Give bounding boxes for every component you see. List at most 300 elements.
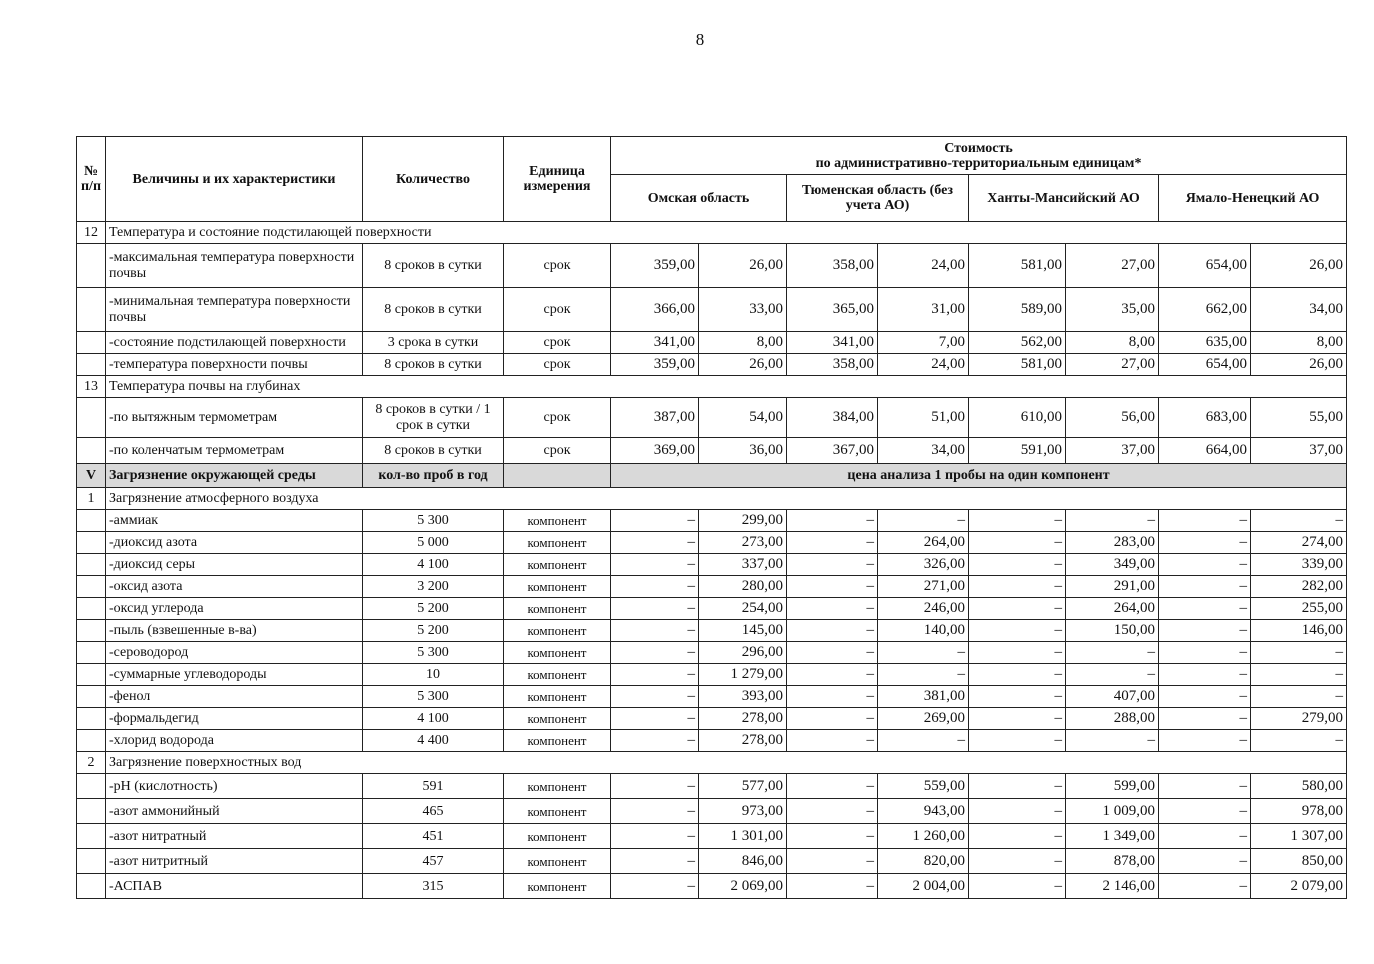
- header-cost: [611, 137, 1347, 175]
- price-cell: 24,00: [878, 354, 969, 376]
- section-unit-empty: [504, 464, 611, 488]
- table-row: [77, 398, 1347, 438]
- table-row: [77, 598, 1347, 620]
- row-number-empty: [77, 398, 106, 438]
- price-cell: 1 307,00: [1251, 824, 1347, 849]
- item-name: -хлорид водорода: [106, 730, 363, 752]
- price-cell: –: [611, 774, 699, 799]
- price-cell: 369,00: [611, 438, 699, 464]
- item-qty: 8 сроков в сутки / 1 срок в сутки: [363, 398, 504, 438]
- price-cell: 51,00: [878, 398, 969, 438]
- price-cell: –: [969, 576, 1066, 598]
- price-cell: –: [611, 532, 699, 554]
- price-cell: 384,00: [787, 398, 878, 438]
- price-cell: 367,00: [787, 438, 878, 464]
- price-cell: –: [969, 554, 1066, 576]
- row-number-empty: [77, 849, 106, 874]
- row-number-empty: [77, 708, 106, 730]
- price-cell: –: [611, 598, 699, 620]
- price-cell: –: [969, 664, 1066, 686]
- price-cell: 654,00: [1159, 354, 1251, 376]
- price-cell: 407,00: [1066, 686, 1159, 708]
- page-number: 8: [695, 30, 705, 49]
- price-cell: 7,00: [878, 332, 969, 354]
- section-row: [77, 752, 1347, 774]
- row-number-empty: [77, 576, 106, 598]
- price-cell: 254,00: [699, 598, 787, 620]
- price-cell: 37,00: [1251, 438, 1347, 464]
- price-cell: 283,00: [1066, 532, 1159, 554]
- item-name: -pH (кислотность): [106, 774, 363, 799]
- table-header: [77, 137, 1347, 222]
- row-number-empty: [77, 354, 106, 376]
- item-unit: компонент: [504, 532, 611, 554]
- section-row: [77, 222, 1347, 244]
- table-row: [77, 874, 1347, 899]
- price-cell: –: [787, 799, 878, 824]
- price-cell: –: [611, 824, 699, 849]
- price-cell: 1 260,00: [878, 824, 969, 849]
- price-cell: –: [787, 642, 878, 664]
- price-cell: –: [969, 532, 1066, 554]
- item-unit: компонент: [504, 620, 611, 642]
- item-unit: компонент: [504, 642, 611, 664]
- table-row: [77, 532, 1347, 554]
- price-cell: –: [787, 686, 878, 708]
- row-number: 12: [77, 222, 106, 244]
- price-cell: –: [1159, 554, 1251, 576]
- price-cell: 610,00: [969, 398, 1066, 438]
- table-row: [77, 774, 1347, 799]
- item-name: -максимальная температура поверхности почвы: [106, 244, 363, 288]
- price-cell: –: [1159, 774, 1251, 799]
- price-cell: 589,00: [969, 288, 1066, 332]
- table-row: [77, 620, 1347, 642]
- section-title: Температура почвы на глубинах: [106, 376, 1347, 398]
- price-cell: 341,00: [611, 332, 699, 354]
- price-cell: –: [969, 730, 1066, 752]
- price-cell: 341,00: [787, 332, 878, 354]
- price-cell: –: [1066, 664, 1159, 686]
- price-cell: –: [969, 642, 1066, 664]
- item-unit: компонент: [504, 598, 611, 620]
- price-cell: 365,00: [787, 288, 878, 332]
- price-cell: 2 079,00: [1251, 874, 1347, 899]
- price-cell: –: [1159, 598, 1251, 620]
- price-cell: –: [1251, 510, 1347, 532]
- price-cell: 33,00: [699, 288, 787, 332]
- section-title: Температура и состояние подстилающей поверхности: [106, 222, 1347, 244]
- item-qty: 8 сроков в сутки: [363, 354, 504, 376]
- item-name: -азот аммонийный: [106, 799, 363, 824]
- item-qty: 4 100: [363, 708, 504, 730]
- item-unit: компонент: [504, 686, 611, 708]
- price-cell: 2 146,00: [1066, 874, 1159, 899]
- price-cell: 140,00: [878, 620, 969, 642]
- row-number-empty: [77, 288, 106, 332]
- item-qty: 10: [363, 664, 504, 686]
- row-number-empty: [77, 642, 106, 664]
- price-cell: 55,00: [1251, 398, 1347, 438]
- row-number: 2: [77, 752, 106, 774]
- table-row: [77, 664, 1347, 686]
- price-cell: 264,00: [1066, 598, 1159, 620]
- price-cell: 34,00: [878, 438, 969, 464]
- item-qty: 3 срока в сутки: [363, 332, 504, 354]
- item-qty: 8 сроков в сутки: [363, 288, 504, 332]
- price-cell: –: [1159, 576, 1251, 598]
- price-cell: –: [1066, 642, 1159, 664]
- item-qty: 5 300: [363, 510, 504, 532]
- row-number-empty: [77, 554, 106, 576]
- item-name: -АСПАВ: [106, 874, 363, 899]
- price-cell: 580,00: [1251, 774, 1347, 799]
- price-cell: 280,00: [699, 576, 787, 598]
- price-cell: 559,00: [878, 774, 969, 799]
- table-row: [77, 642, 1347, 664]
- section-row: [77, 488, 1347, 510]
- price-cell: –: [1159, 664, 1251, 686]
- price-cell: 291,00: [1066, 576, 1159, 598]
- item-name: -диоксид азота: [106, 532, 363, 554]
- price-cell: –: [787, 510, 878, 532]
- item-unit: компонент: [504, 576, 611, 598]
- price-cell: 54,00: [699, 398, 787, 438]
- table-row: [77, 244, 1347, 288]
- price-cell: –: [787, 824, 878, 849]
- item-qty: 5 000: [363, 532, 504, 554]
- item-unit: компонент: [504, 874, 611, 899]
- price-cell: 150,00: [1066, 620, 1159, 642]
- price-cell: –: [787, 708, 878, 730]
- tariff-table: [76, 136, 1347, 899]
- price-cell: 359,00: [611, 354, 699, 376]
- price-cell: 358,00: [787, 354, 878, 376]
- row-number: 1: [77, 488, 106, 510]
- item-name: -температура поверхности почвы: [106, 354, 363, 376]
- item-name: -оксид углерода: [106, 598, 363, 620]
- item-unit: компонент: [504, 510, 611, 532]
- price-cell: –: [787, 730, 878, 752]
- price-cell: 662,00: [1159, 288, 1251, 332]
- item-unit: срок: [504, 288, 611, 332]
- item-name: -минимальная температура поверхности почвы: [106, 288, 363, 332]
- table-row: [77, 824, 1347, 849]
- row-number: V: [77, 464, 106, 488]
- item-qty: 3 200: [363, 576, 504, 598]
- price-cell: –: [1159, 849, 1251, 874]
- row-number-empty: [77, 664, 106, 686]
- row-number-empty: [77, 438, 106, 464]
- price-cell: 978,00: [1251, 799, 1347, 824]
- price-cell: 24,00: [878, 244, 969, 288]
- item-qty: 5 300: [363, 642, 504, 664]
- price-cell: –: [611, 799, 699, 824]
- item-name: -фенол: [106, 686, 363, 708]
- price-cell: –: [969, 799, 1066, 824]
- row-number-empty: [77, 332, 106, 354]
- row-number-empty: [77, 686, 106, 708]
- price-cell: –: [969, 510, 1066, 532]
- table-row: [77, 730, 1347, 752]
- price-cell: 387,00: [611, 398, 699, 438]
- price-cell: –: [1159, 532, 1251, 554]
- price-cell: 27,00: [1066, 354, 1159, 376]
- price-cell: 56,00: [1066, 398, 1159, 438]
- row-number-empty: [77, 510, 106, 532]
- row-number-empty: [77, 774, 106, 799]
- price-cell: 279,00: [1251, 708, 1347, 730]
- price-cell: 8,00: [1066, 332, 1159, 354]
- price-cell: –: [611, 686, 699, 708]
- price-cell: –: [611, 510, 699, 532]
- price-cell: 26,00: [1251, 354, 1347, 376]
- item-qty: 4 100: [363, 554, 504, 576]
- price-cell: –: [969, 598, 1066, 620]
- price-cell: 599,00: [1066, 774, 1159, 799]
- price-cell: 337,00: [699, 554, 787, 576]
- price-cell: –: [1066, 510, 1159, 532]
- price-cell: 264,00: [878, 532, 969, 554]
- price-cell: –: [611, 849, 699, 874]
- price-cell: –: [969, 774, 1066, 799]
- price-cell: 35,00: [1066, 288, 1159, 332]
- price-cell: –: [611, 874, 699, 899]
- price-cell: 359,00: [611, 244, 699, 288]
- item-qty: 8 сроков в сутки: [363, 244, 504, 288]
- price-cell: 299,00: [699, 510, 787, 532]
- price-cell: –: [1159, 730, 1251, 752]
- price-cell: 271,00: [878, 576, 969, 598]
- table-row: [77, 576, 1347, 598]
- item-unit: компонент: [504, 774, 611, 799]
- row-number-empty: [77, 799, 106, 824]
- price-cell: 269,00: [878, 708, 969, 730]
- item-unit: срок: [504, 354, 611, 376]
- price-cell: –: [787, 874, 878, 899]
- price-cell: 581,00: [969, 354, 1066, 376]
- item-name: -диоксид серы: [106, 554, 363, 576]
- item-unit: компонент: [504, 708, 611, 730]
- price-cell: 282,00: [1251, 576, 1347, 598]
- price-cell: –: [878, 510, 969, 532]
- header-cost-subtitle: по административно-территориальным единицам*: [815, 155, 1142, 171]
- table-row: [77, 799, 1347, 824]
- price-cell: –: [787, 849, 878, 874]
- price-cell: 581,00: [969, 244, 1066, 288]
- item-qty: 457: [363, 849, 504, 874]
- price-cell: 34,00: [1251, 288, 1347, 332]
- price-cell: –: [787, 620, 878, 642]
- item-name: -азот нитритный: [106, 849, 363, 874]
- item-unit: срок: [504, 438, 611, 464]
- price-cell: –: [787, 532, 878, 554]
- price-cell: 246,00: [878, 598, 969, 620]
- row-number: 13: [77, 376, 106, 398]
- price-cell: 846,00: [699, 849, 787, 874]
- item-name: -формальдегид: [106, 708, 363, 730]
- table-row: [77, 554, 1347, 576]
- price-cell: –: [787, 664, 878, 686]
- section-row: [77, 376, 1347, 398]
- row-number-empty: [77, 598, 106, 620]
- price-cell: 278,00: [699, 730, 787, 752]
- price-cell: –: [611, 708, 699, 730]
- price-cell: –: [611, 664, 699, 686]
- section-title: Загрязнение атмосферного воздуха: [106, 488, 1347, 510]
- price-cell: –: [1159, 642, 1251, 664]
- price-cell: 1 301,00: [699, 824, 787, 849]
- price-cell: –: [878, 730, 969, 752]
- item-name: -оксид азота: [106, 576, 363, 598]
- item-name: -по вытяжным термометрам: [106, 398, 363, 438]
- price-cell: 878,00: [1066, 849, 1159, 874]
- price-cell: –: [969, 849, 1066, 874]
- item-unit: срок: [504, 398, 611, 438]
- price-cell: 2 069,00: [699, 874, 787, 899]
- item-name: -пыль (взвешенные в-ва): [106, 620, 363, 642]
- price-cell: –: [1251, 686, 1347, 708]
- price-cell: 366,00: [611, 288, 699, 332]
- price-cell: 27,00: [1066, 244, 1159, 288]
- price-cell: 654,00: [1159, 244, 1251, 288]
- item-name: -состояние подстилающей поверхности: [106, 332, 363, 354]
- price-cell: –: [611, 576, 699, 598]
- table-row: [77, 438, 1347, 464]
- price-cell: 26,00: [699, 354, 787, 376]
- header-name: Величины и их характеристики: [106, 137, 363, 222]
- price-cell: –: [787, 598, 878, 620]
- item-qty: 451: [363, 824, 504, 849]
- row-number-empty: [77, 874, 106, 899]
- price-cell: 288,00: [1066, 708, 1159, 730]
- item-qty: 315: [363, 874, 504, 899]
- price-cell: 255,00: [1251, 598, 1347, 620]
- price-cell: 1 009,00: [1066, 799, 1159, 824]
- price-cell: 349,00: [1066, 554, 1159, 576]
- item-qty: 5 200: [363, 598, 504, 620]
- header-region-yanao: Ямало-Ненецкий АО: [1159, 175, 1347, 222]
- item-qty: 591: [363, 774, 504, 799]
- price-cell: –: [1251, 664, 1347, 686]
- item-unit: срок: [504, 332, 611, 354]
- item-name: -по коленчатым термометрам: [106, 438, 363, 464]
- item-unit: срок: [504, 244, 611, 288]
- row-number-empty: [77, 532, 106, 554]
- price-cell: 36,00: [699, 438, 787, 464]
- table-row: [77, 849, 1347, 874]
- price-cell: 973,00: [699, 799, 787, 824]
- price-cell: –: [787, 554, 878, 576]
- price-cell: 1 279,00: [699, 664, 787, 686]
- section-cost-label: цена анализа 1 пробы на один компонент: [611, 464, 1347, 488]
- price-cell: 577,00: [699, 774, 787, 799]
- price-cell: –: [969, 708, 1066, 730]
- price-cell: –: [1066, 730, 1159, 752]
- header-qty: Количество: [363, 137, 504, 222]
- section-qty-label: кол-во проб в год: [363, 464, 504, 488]
- item-unit: компонент: [504, 664, 611, 686]
- price-cell: –: [1159, 510, 1251, 532]
- item-unit: компонент: [504, 799, 611, 824]
- price-cell: 278,00: [699, 708, 787, 730]
- price-cell: –: [787, 576, 878, 598]
- price-cell: –: [1251, 642, 1347, 664]
- table-row: [77, 332, 1347, 354]
- price-cell: 2 004,00: [878, 874, 969, 899]
- item-unit: компонент: [504, 849, 611, 874]
- item-unit: компонент: [504, 554, 611, 576]
- price-cell: 145,00: [699, 620, 787, 642]
- header-cost-title: Стоимость: [944, 140, 1013, 156]
- price-cell: 8,00: [1251, 332, 1347, 354]
- price-cell: 339,00: [1251, 554, 1347, 576]
- price-cell: –: [969, 874, 1066, 899]
- price-cell: 31,00: [878, 288, 969, 332]
- row-number-empty: [77, 620, 106, 642]
- price-cell: 1 349,00: [1066, 824, 1159, 849]
- price-cell: 326,00: [878, 554, 969, 576]
- price-cell: 296,00: [699, 642, 787, 664]
- price-cell: –: [1159, 799, 1251, 824]
- section-v-row: [77, 464, 1347, 488]
- table-row: [77, 354, 1347, 376]
- price-cell: 26,00: [699, 244, 787, 288]
- price-cell: 37,00: [1066, 438, 1159, 464]
- price-cell: 820,00: [878, 849, 969, 874]
- price-cell: –: [969, 620, 1066, 642]
- section-title: Загрязнение поверхностных вод: [106, 752, 1347, 774]
- price-cell: –: [1159, 708, 1251, 730]
- header-num: № п/п: [77, 137, 106, 222]
- header-region-omsk: Омская область: [611, 175, 787, 222]
- price-cell: 393,00: [699, 686, 787, 708]
- price-cell: 146,00: [1251, 620, 1347, 642]
- price-cell: 635,00: [1159, 332, 1251, 354]
- item-name: -суммарные углеводороды: [106, 664, 363, 686]
- price-cell: –: [878, 664, 969, 686]
- price-cell: 562,00: [969, 332, 1066, 354]
- price-cell: 683,00: [1159, 398, 1251, 438]
- price-cell: –: [878, 642, 969, 664]
- table-row: [77, 708, 1347, 730]
- price-cell: 664,00: [1159, 438, 1251, 464]
- header-region-tyumen: Тюменская область (без учета АО): [787, 175, 969, 222]
- item-unit: компонент: [504, 824, 611, 849]
- price-cell: –: [787, 774, 878, 799]
- header-unit: Единица измерения: [504, 137, 611, 222]
- item-qty: 4 400: [363, 730, 504, 752]
- table-row: [77, 288, 1347, 332]
- price-cell: 591,00: [969, 438, 1066, 464]
- price-cell: 358,00: [787, 244, 878, 288]
- item-qty: 8 сроков в сутки: [363, 438, 504, 464]
- price-cell: –: [969, 686, 1066, 708]
- price-cell: 26,00: [1251, 244, 1347, 288]
- table-row: [77, 510, 1347, 532]
- item-name: -аммиак: [106, 510, 363, 532]
- item-qty: 465: [363, 799, 504, 824]
- header-region-khmao: Ханты-Мансийский АО: [969, 175, 1159, 222]
- price-cell: –: [1159, 874, 1251, 899]
- price-cell: 274,00: [1251, 532, 1347, 554]
- row-number-empty: [77, 730, 106, 752]
- price-cell: 381,00: [878, 686, 969, 708]
- item-name: -сероводород: [106, 642, 363, 664]
- price-cell: –: [1159, 620, 1251, 642]
- price-cell: –: [611, 620, 699, 642]
- price-cell: 8,00: [699, 332, 787, 354]
